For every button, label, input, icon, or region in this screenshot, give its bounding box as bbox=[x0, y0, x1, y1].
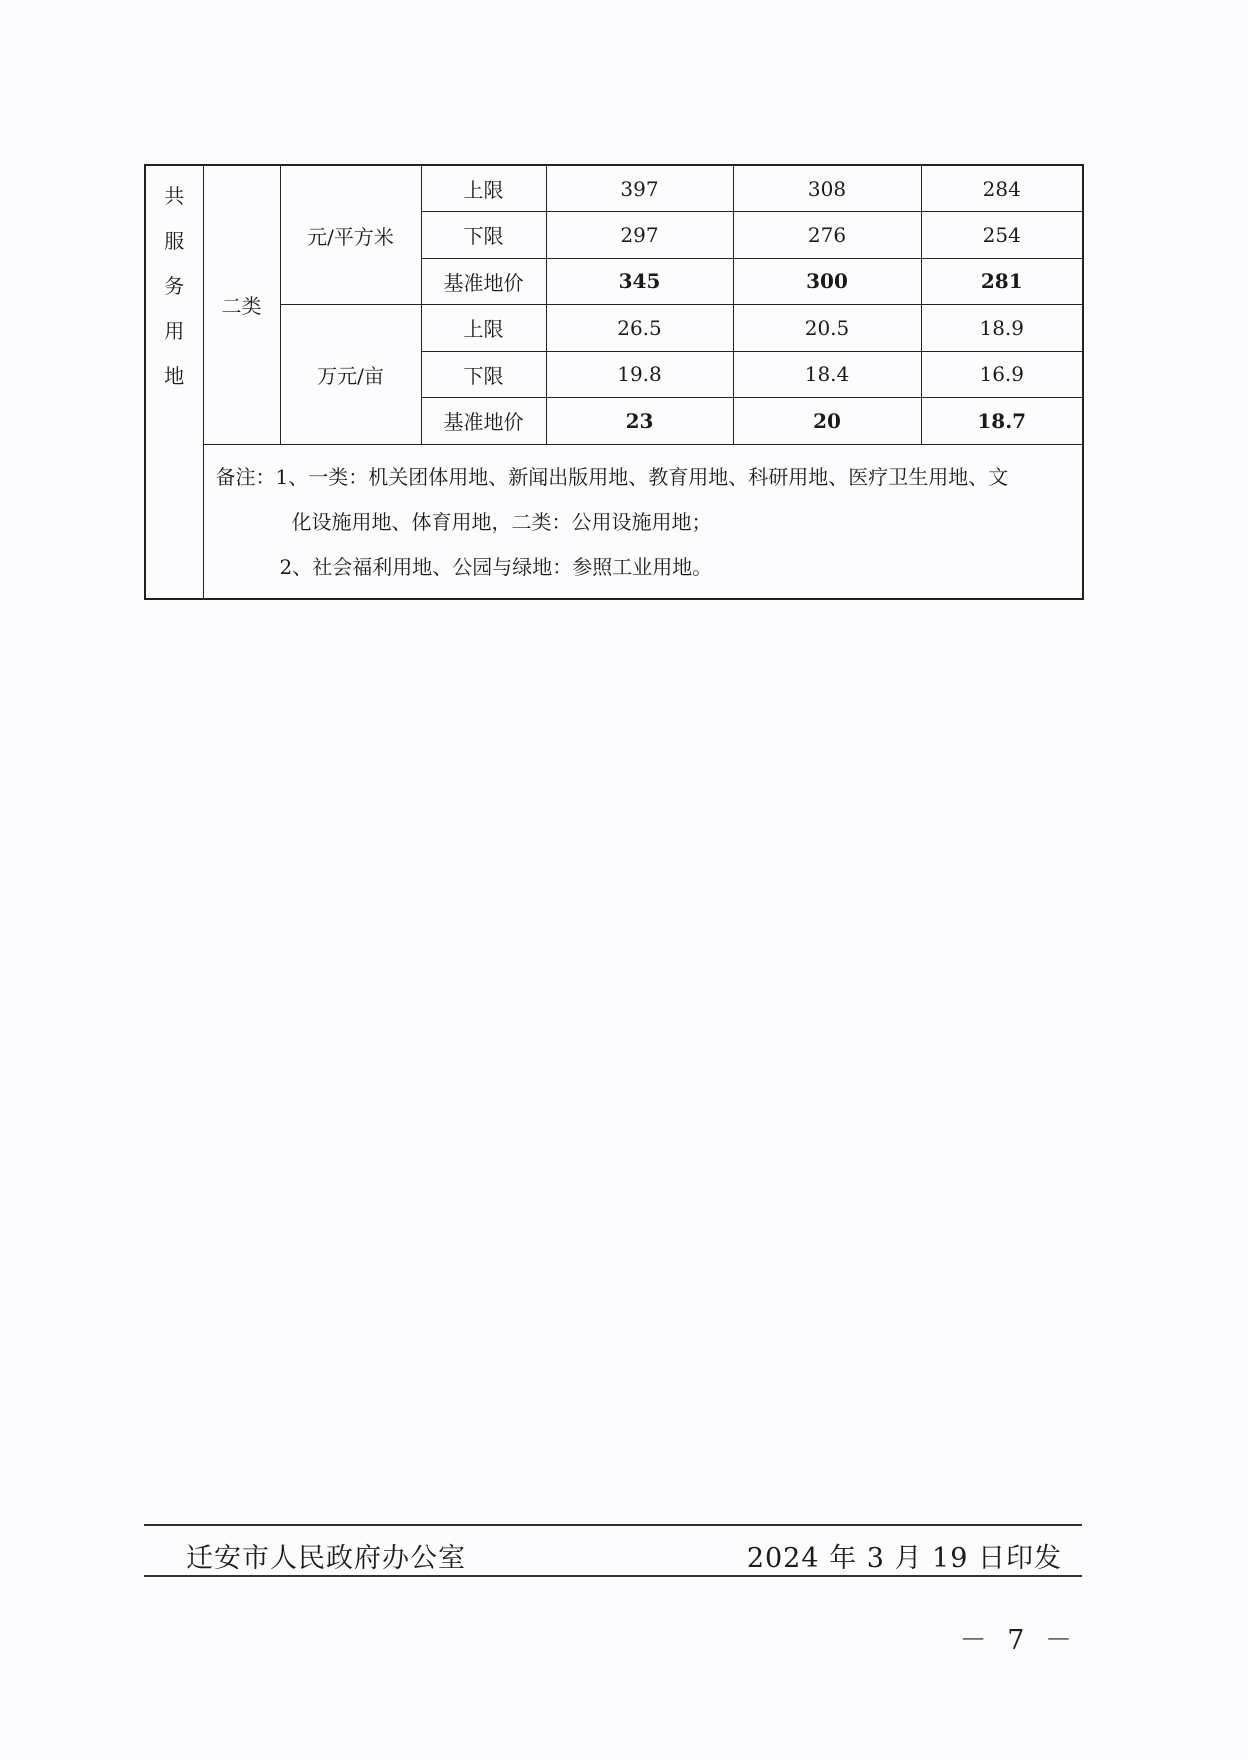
print-date: 2024 年 3 月 19 日印发 bbox=[746, 1543, 1062, 1574]
footer-top-rule bbox=[144, 1524, 1082, 1526]
row-label: 基准地价 bbox=[421, 398, 546, 445]
row-label: 基准地价 bbox=[421, 258, 546, 305]
row-label: 上限 bbox=[421, 165, 546, 212]
unit-cell: 万元/亩 bbox=[280, 305, 421, 445]
page-number: － 7 － bbox=[959, 1625, 1078, 1656]
footer-bottom-rule bbox=[144, 1575, 1082, 1577]
value-cell: 397 bbox=[546, 165, 733, 212]
value-cell: 281 bbox=[921, 258, 1083, 305]
value-cell: 276 bbox=[733, 212, 921, 259]
issuing-office: 迁安市人民政府办公室 bbox=[186, 1543, 466, 1574]
table-row bbox=[145, 305, 1083, 352]
value-cell: 16.9 bbox=[921, 351, 1083, 398]
value-cell: 254 bbox=[921, 212, 1083, 259]
row-label: 下限 bbox=[421, 212, 546, 259]
value-cell: 308 bbox=[733, 165, 921, 212]
value-cell: 345 bbox=[546, 258, 733, 305]
note-line: 化设施用地、体育用地，二类：公用设施用地； bbox=[291, 509, 712, 534]
land-category-cell bbox=[145, 165, 203, 599]
value-cell: 20.5 bbox=[733, 305, 921, 352]
row-label: 上限 bbox=[421, 305, 546, 352]
land-price-table bbox=[144, 164, 1084, 600]
table-row bbox=[145, 444, 1083, 599]
category-char: 地 bbox=[164, 364, 185, 388]
category-char: 服 bbox=[164, 229, 185, 253]
value-cell: 26.5 bbox=[546, 305, 733, 352]
note-line: 2、社会福利用地、公园与绿地：参照工业用地。 bbox=[279, 554, 713, 579]
value-cell: 18.7 bbox=[921, 398, 1083, 445]
value-cell: 18.9 bbox=[921, 305, 1083, 352]
class-label-cell: 二类 bbox=[203, 165, 280, 444]
value-cell: 19.8 bbox=[546, 351, 733, 398]
notes-cell bbox=[203, 444, 1083, 599]
value-cell: 23 bbox=[546, 398, 733, 445]
category-char: 共 bbox=[164, 184, 185, 208]
unit-cell: 元/平方米 bbox=[280, 165, 421, 305]
note-line: 备注：1、一类：机关团体用地、新闻出版用地、教育用地、科研用地、医疗卫生用地、文 bbox=[215, 464, 1009, 489]
category-char: 用 bbox=[164, 319, 185, 343]
value-cell: 300 bbox=[733, 258, 921, 305]
row-label: 下限 bbox=[421, 351, 546, 398]
value-cell: 20 bbox=[733, 398, 921, 445]
category-char: 务 bbox=[164, 274, 185, 298]
value-cell: 18.4 bbox=[733, 351, 921, 398]
table-row bbox=[145, 165, 1083, 212]
value-cell: 284 bbox=[921, 165, 1083, 212]
value-cell: 297 bbox=[546, 212, 733, 259]
